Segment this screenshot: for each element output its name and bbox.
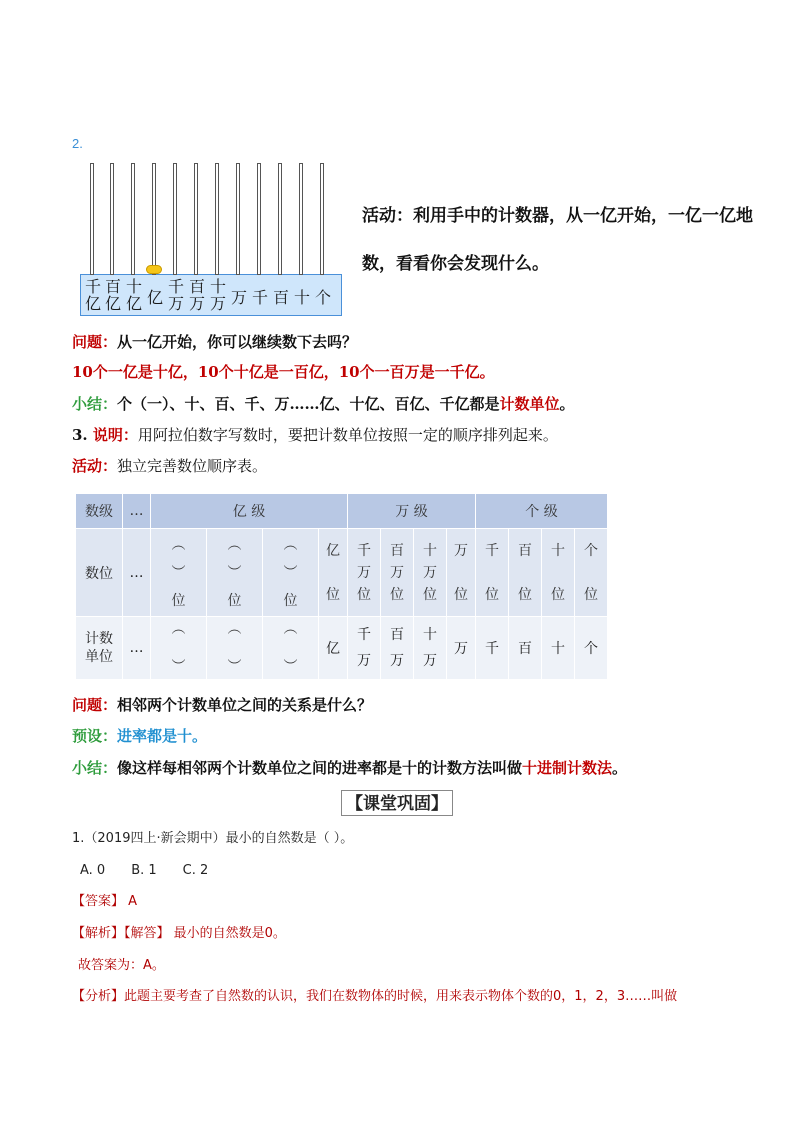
cell-wan: 万 位 [447, 529, 476, 617]
header-ge-level: 个 级 [476, 494, 608, 529]
summary-1-text: 个（一）、十、百、千、万……亿、十亿、百亿、千亿都是 [117, 395, 500, 413]
summary-2-text: 像这样每相邻两个计数单位之间的进率都是十的计数方法叫做 [117, 759, 523, 777]
abacus-figure [80, 163, 342, 316]
answer-value: A [128, 894, 138, 909]
row-danwei-dots: … [123, 617, 151, 680]
cell-yi: 亿 位 [319, 529, 348, 617]
preset [72, 726, 207, 746]
question-2-label: 问题： [72, 696, 118, 714]
section-3 [72, 425, 558, 445]
blank-cell: ︵ ︶ 位 [207, 529, 263, 617]
question-1-label: 问题： [72, 333, 118, 351]
option-b: B. 1 [131, 863, 157, 878]
abacus-place-label: 百 [272, 288, 289, 307]
abacus-place-label: 百 万 [188, 277, 205, 313]
cell-shi: 十 位 [542, 529, 575, 617]
option-c: C. 2 [182, 863, 209, 878]
header-yi-level: 亿 级 [151, 494, 348, 529]
summary-1-highlight: 计数单位 [499, 395, 560, 413]
question-2 [72, 695, 372, 715]
answer-1: 10个一亿是十亿，10个十亿是一百亿，10个一百万是一千亿。 [72, 363, 495, 381]
activity-1-text: 利用手中的计数器，从一亿开始，一亿一亿地数，看看你会发现什么。 [362, 206, 753, 274]
abacus-rod [110, 163, 114, 275]
option-a: A. 0 [80, 863, 106, 878]
abacus-place-label: 十 [293, 288, 310, 307]
answer-label: 【答案】 [72, 894, 125, 909]
row-label-shuwei: 数位 [76, 529, 123, 617]
analysis-line [72, 925, 286, 943]
place-value-table [75, 493, 608, 680]
cell-qian: 千 位 [476, 529, 509, 617]
question-1 [72, 332, 357, 352]
table-row-danwei [76, 617, 608, 680]
abacus-place-label: 千 亿 [84, 277, 101, 313]
unit-yi: 亿 [319, 617, 348, 680]
analysis-label: 【解析】【解答】 [72, 926, 170, 941]
unit-qian: 千 [476, 617, 509, 680]
abacus-rod [215, 163, 219, 275]
consolidation-title: 【课堂巩固】 [341, 790, 453, 816]
question-2-text: 相邻两个计数单位之间的关系是什么？ [117, 696, 373, 714]
unit-qianwan: 千 万 [348, 617, 381, 680]
abacus-base [80, 274, 342, 316]
preset-label: 预设： [72, 727, 118, 745]
question-1-text: 从一亿开始，你可以继续数下去吗？ [117, 333, 358, 351]
abacus-place-label: 亿 [146, 288, 163, 307]
abacus-place-label: 十 万 [209, 277, 226, 313]
blank-cell: ︵ ︶ [263, 617, 319, 680]
conclusion-line [78, 957, 165, 975]
table-row-shuwei [76, 529, 608, 617]
table-header-row [76, 494, 608, 529]
answer-line [72, 893, 137, 911]
unit-baiwan: 百 万 [381, 617, 414, 680]
exercise-stem: 1.（2019四上·新会期中）最小的自然数是（ ）。 [72, 831, 354, 846]
unit-shiwan: 十 万 [414, 617, 447, 680]
preset-text: 进率都是十。 [117, 727, 208, 745]
abacus-rod [152, 163, 156, 275]
activity-2-text: 独立完善数位顺序表。 [117, 457, 268, 475]
header-dots: … [123, 494, 151, 529]
cell-ge: 个 位 [575, 529, 608, 617]
abacus-rod [173, 163, 177, 275]
blank-cell: ︵ ︶ 位 [151, 529, 207, 617]
summary-1 [72, 394, 575, 414]
abacus-rod [194, 163, 198, 275]
summary-1-end: 。 [559, 395, 575, 413]
activity-1 [362, 192, 757, 288]
activity-1-label: 活动： [362, 206, 413, 226]
abacus-rod [320, 163, 324, 275]
unit-bai: 百 [509, 617, 542, 680]
cell-qianwan: 千 万 位 [348, 529, 381, 617]
cell-baiwan: 百 万 位 [381, 529, 414, 617]
cell-shiwan: 十 万 位 [414, 529, 447, 617]
unit-ge: 个 [575, 617, 608, 680]
abacus-bead [146, 265, 162, 274]
unit-shi: 十 [542, 617, 575, 680]
abacus-place-label: 万 [230, 288, 247, 307]
abacus-rod [131, 163, 135, 275]
section-3-number: 3. [72, 426, 88, 444]
unit-wan: 万 [447, 617, 476, 680]
fenxi-label: 【分析】 [72, 989, 125, 1004]
abacus-rod [299, 163, 303, 275]
abacus-rod [90, 163, 94, 275]
summary-2 [72, 758, 627, 778]
activity-2-label: 活动： [72, 457, 118, 475]
summary-2-label: 小结： [72, 759, 118, 777]
exercise-options [80, 862, 208, 880]
cell-bai: 百 位 [509, 529, 542, 617]
abacus-place-label: 个 [314, 288, 331, 307]
fenxi-text: 此题主要考查了自然数的认识，我们在数物体的时候，用来表示物体个数的0，1，2，3……叫做 [124, 989, 678, 1004]
blank-cell: ︵ ︶ [151, 617, 207, 680]
abacus-rod [278, 163, 282, 275]
section-3-text: 用阿拉伯数字写数时，要把计数单位按照一定的顺序排列起来。 [137, 426, 558, 444]
row-shuwei-dots: … [123, 529, 151, 617]
row-label-danwei: 计数 单位 [76, 617, 123, 680]
activity-2 [72, 456, 267, 476]
summary-2-highlight: 十进制计数法 [522, 759, 613, 777]
abacus-place-label: 千 万 [167, 277, 184, 313]
conclusion-text: 故答案为：A。 [78, 958, 165, 973]
abacus-place-label: 百 亿 [104, 277, 121, 313]
section-3-label: 说明： [92, 426, 138, 444]
abacus-place-label: 千 [251, 288, 268, 307]
blank-cell: ︵ ︶ 位 [263, 529, 319, 617]
analysis-text: 最小的自然数是0。 [173, 926, 286, 941]
abacus-rod [236, 163, 240, 275]
fenxi-line [72, 988, 677, 1006]
abacus-rod [257, 163, 261, 275]
section-number-2: 2. [72, 136, 83, 151]
abacus-place-label: 十 亿 [125, 277, 142, 313]
header-shuji: 数级 [76, 494, 123, 529]
summary-1-label: 小结： [72, 395, 118, 413]
header-wan-level: 万 级 [348, 494, 476, 529]
blank-cell: ︵ ︶ [207, 617, 263, 680]
summary-2-end: 。 [612, 759, 628, 777]
